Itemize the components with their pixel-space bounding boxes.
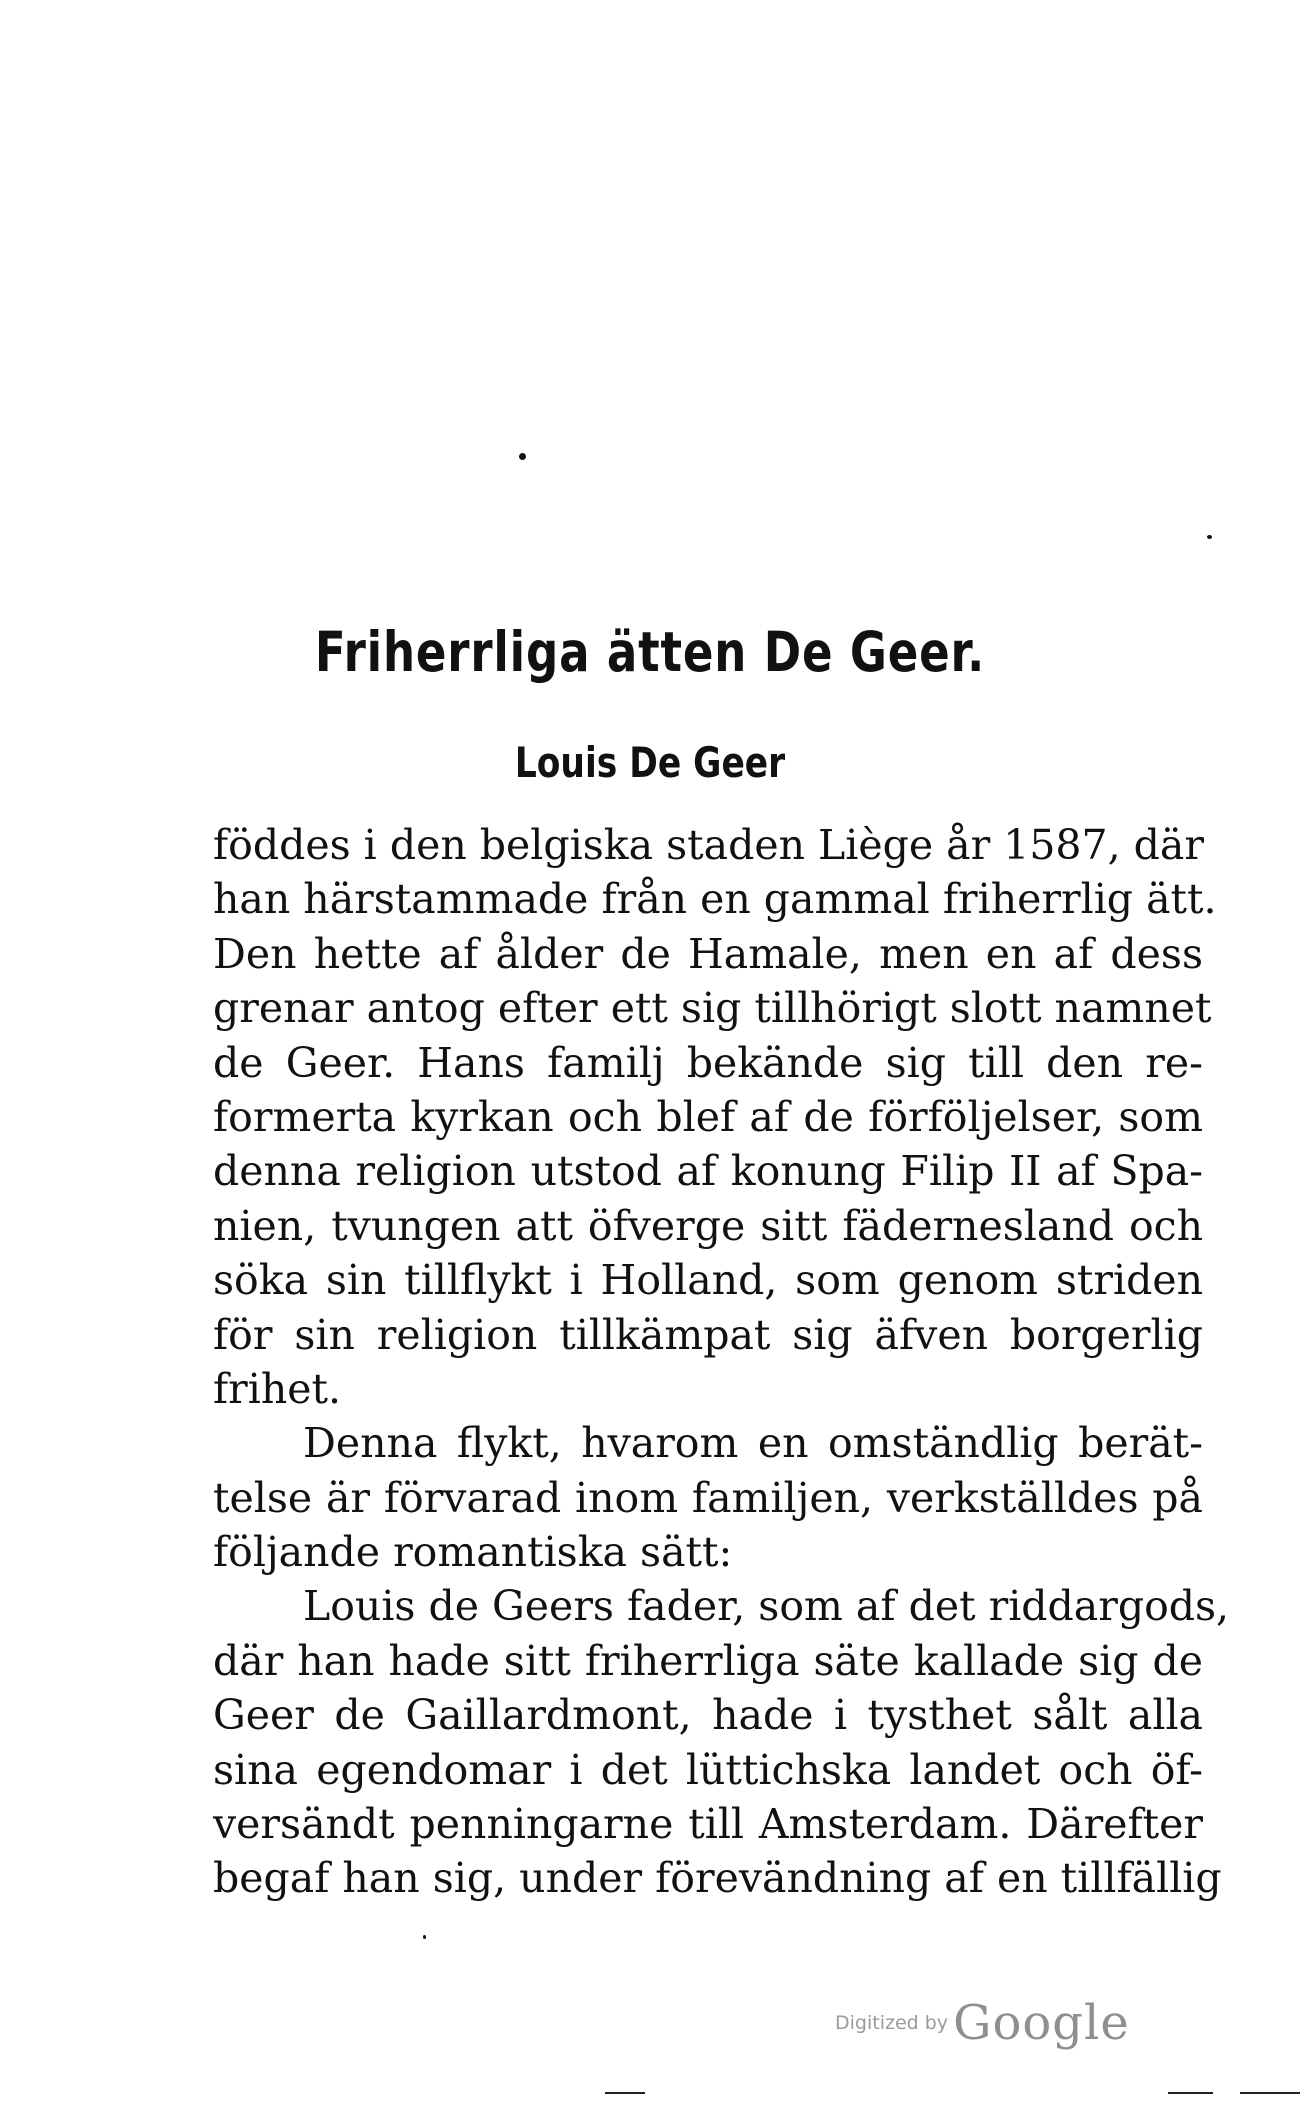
text-line: följande romantiska sätt:	[213, 1528, 733, 1577]
digitization-watermark	[835, 1995, 1130, 2051]
text-line: begaf han sig, under förevändning af en tillfällig	[213, 1854, 1222, 1903]
text-line: grenar antog efter ett sig tillhörigt slott namnet	[213, 984, 1212, 1033]
text-line: Den hette af ålder de Hamale, men en af dess	[213, 929, 1203, 978]
text-line: versändt penningarne till Amsterdam. Därefter	[213, 1800, 1203, 1849]
text-line: föddes i den belgiska staden Liège år 1587, där	[213, 821, 1204, 869]
text-line: söka sin tillflykt i Holland, som genom striden	[213, 1256, 1203, 1305]
text-line: han härstammade från en gammal friherrlig ätt.	[213, 875, 1217, 924]
scan-edge-mark	[1240, 2092, 1300, 2094]
text-line: telse är förvarad inom familjen, verkställdes på	[213, 1473, 1203, 1522]
text-line: Geer de Gaillardmont, hade i tysthet sålt alla	[213, 1691, 1203, 1740]
text-line: formerta kyrkan och blef af de förföljelser, som	[213, 1092, 1203, 1141]
scan-speck	[423, 1935, 426, 1939]
text-line: nien, tvungen att öfverge sitt fädernesland och	[213, 1201, 1203, 1250]
text-line: sina egendomar i det lüttichska landet och öf-	[213, 1745, 1203, 1794]
text-line: de Geer. Hans familj bekände sig till den re-	[213, 1038, 1203, 1087]
text-line: där han hade sitt friherrliga säte kallade sig de	[213, 1636, 1203, 1685]
text-line: Louis de Geers fader, som af det riddargods,	[303, 1582, 1230, 1631]
scan-speck	[1207, 535, 1212, 539]
section-heading: Louis De Geer	[514, 738, 786, 787]
text-line: denna religion utstod af konung Filip II af Spa-	[213, 1147, 1203, 1196]
scan-edge-mark	[1168, 2092, 1213, 2094]
page-title: Friherrliga ätten De Geer.	[314, 620, 986, 684]
watermark-prefix: Digitized by	[835, 2012, 949, 2034]
scan-speck	[519, 453, 526, 460]
body-text	[213, 818, 1230, 1906]
google-logo: Google	[953, 1995, 1130, 2051]
text-line: Denna flykt, hvarom en omständlig berät-	[303, 1419, 1203, 1468]
text-line: frihet.	[213, 1364, 342, 1413]
text-line: för sin religion tillkämpat sig äfven borgerlig	[213, 1310, 1203, 1359]
scan-edge-mark	[605, 2092, 645, 2094]
